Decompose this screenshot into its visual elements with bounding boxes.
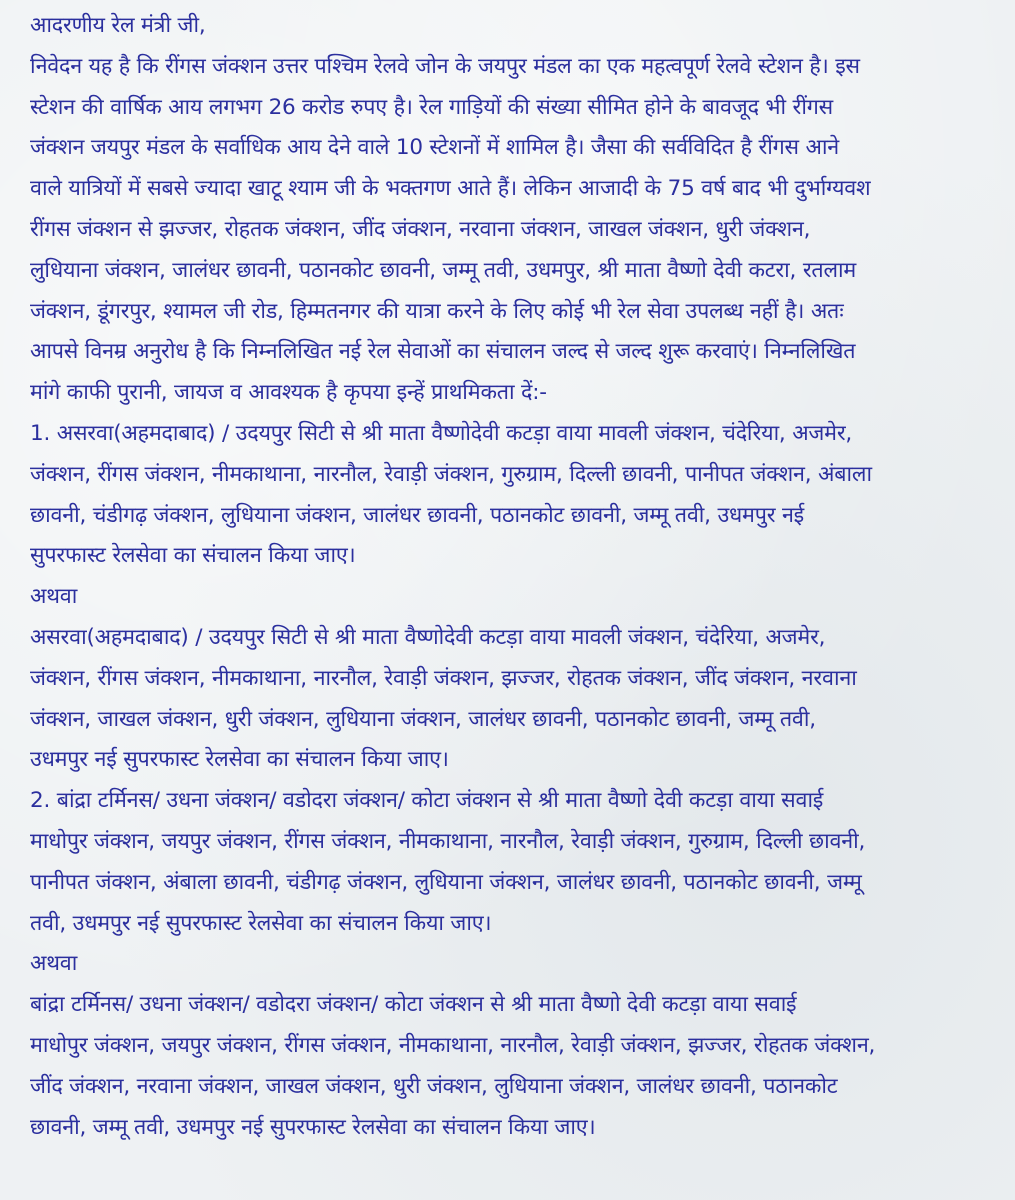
demand-2-line: माधोपुर जंक्शन, जयपुर जंक्शन, रींगस जंक्शन, नीमकाथाना, नारनौल, रेवाड़ी जंक्शन, गुरुग्राम, दिल्ली छावनी, (30, 828, 866, 854)
demand-2-alt-line: बांद्रा टर्मिनस/ उधना जंक्शन/ वडोदरा जंक्शन/ कोटा जंक्शन से श्री माता वैष्णो देवी कटड़ा वाया सवाई (30, 992, 797, 1018)
salutation: आदरणीय रेल मंत्री जी, (30, 13, 206, 38)
demand-2-line: पानीपत जंक्शन, अंबाला छावनी, चंडीगढ़ जंक्शन, लुधियाना जंक्शन, जालंधर छावनी, पठानकोट छावनी, जम्मू (30, 869, 862, 895)
body-line: लुधियाना जंक्शन, जालंधर छावनी, पठानकोट छावनी, जम्मू तवी, उधमपुर, श्री माता वैष्णो देवी कटरा, रतलाम (30, 257, 857, 283)
body-line: आपसे विनम्र अनुरोध है कि निम्नलिखित नई रेल सेवाओं का संचालन जल्द से जल्द शुरू करवाएं। निम्नलिखित (30, 339, 856, 365)
alternative-heading: अथवा (30, 951, 78, 977)
demand-1-line: जंक्शन, रींगस जंक्शन, नीमकाथाना, नारनौल, रेवाड़ी जंक्शन, गुरुग्राम, दिल्ली छावनी, पानीपत जंक्शन, अंबाला (30, 461, 872, 487)
body-line: जंक्शन जयपुर मंडल के सर्वाधिक आय देने वाले 10 स्टेशनों में शामिल है। जैसा की सर्वविदित है रींगस आने (30, 135, 839, 161)
body-line: मांगे काफी पुरानी, जायज व आवश्यक है कृपया इन्हें प्राथमिकता दें:- (30, 380, 547, 406)
demand-1-line: 1. असरवा(अहमदाबाद) / उदयपुर सिटी से श्री माता वैष्णोदेवी कटड़ा वाया मावली जंक्शन, चंदेरिया, अजमेर, (30, 420, 853, 446)
body-line: स्टेशन की वार्षिक आय लगभग 26 करोड रुपए है। रेल गाड़ियों की संख्या सीमित होने के बावजूद भी रींगस (30, 94, 833, 120)
body-line: निवेदन यह है कि रींगस जंक्शन उत्तर पश्चिम रेलवे जोन के जयपुर मंडल का एक महत्वपूर्ण रेलवे स्टेशन है। इस (30, 53, 860, 79)
demand-1-alt-line: उधमपुर नई सुपरफास्ट रेलसेवा का संचालन किया जाए। (30, 747, 449, 773)
body-line: वाले यात्रियों में सबसे ज्यादा खाटू श्याम जी के भक्तगण आते हैं। लेकिन आजादी के 75 वर्ष बाद भी दुर्भाग्यवश (30, 176, 871, 202)
demand-1-alt-line: जंक्शन, जाखल जंक्शन, धुरी जंक्शन, लुधियाना जंक्शन, जालंधर छावनी, पठानकोट छावनी, जम्मू तवी, (30, 706, 816, 732)
alternative-heading: अथवा (30, 584, 78, 610)
demand-2-alt-line: जींद जंक्शन, नरवाना जंक्शन, जाखल जंक्शन, धुरी जंक्शन, लुधियाना जंक्शन, जालंधर छावनी, पठानकोट (30, 1073, 838, 1099)
demand-2-line: 2. बांद्रा टर्मिनस/ उधना जंक्शन/ वडोदरा जंक्शन/ कोटा जंक्शन से श्री माता वैष्णो देवी कटड़ा वाया सवाई (30, 788, 824, 814)
body-line: जंक्शन, डूंगरपुर, श्यामल जी रोड, हिम्मतनगर की यात्रा करने के लिए कोई भी रेल सेवा उपलब्ध नहीं है। अतः (30, 298, 844, 324)
demand-2-alt-line: माधोपुर जंक्शन, जयपुर जंक्शन, रींगस जंक्शन, नीमकाथाना, नारनौल, रेवाड़ी जंक्शन, झज्जर, रोहतक जंक्शन, (30, 1032, 876, 1058)
demand-1-line: छावनी, चंडीगढ़ जंक्शन, लुधियाना जंक्शन, जालंधर छावनी, पठानकोट छावनी, जम्मू तवी, उधमपुर नई (30, 502, 805, 528)
demand-1-line: सुपरफास्ट रेलसेवा का संचालन किया जाए। (30, 543, 356, 569)
demand-2-alt-line: छावनी, जम्मू तवी, उधमपुर नई सुपरफास्ट रेलसेवा का संचालन किया जाए। (30, 1114, 596, 1140)
body-line: रींगस जंक्शन से झज्जर, रोहतक जंक्शन, जींद जंक्शन, नरवाना जंक्शन, जाखल जंक्शन, धुरी जंक्शन, (30, 216, 811, 242)
demand-1-alt-line: जंक्शन, रींगस जंक्शन, नीमकाथाना, नारनौल, रेवाड़ी जंक्शन, झज्जर, रोहतक जंक्शन, जींद जंक्शन, नरवाना (30, 665, 857, 691)
demand-1-alt-line: असरवा(अहमदाबाद) / उदयपुर सिटी से श्री माता वैष्णोदेवी कटड़ा वाया मावली जंक्शन, चंदेरिया, अजमेर, (30, 624, 826, 650)
demand-2-line: तवी, उधमपुर नई सुपरफास्ट रेलसेवा का संचालन किया जाए। (30, 910, 492, 936)
